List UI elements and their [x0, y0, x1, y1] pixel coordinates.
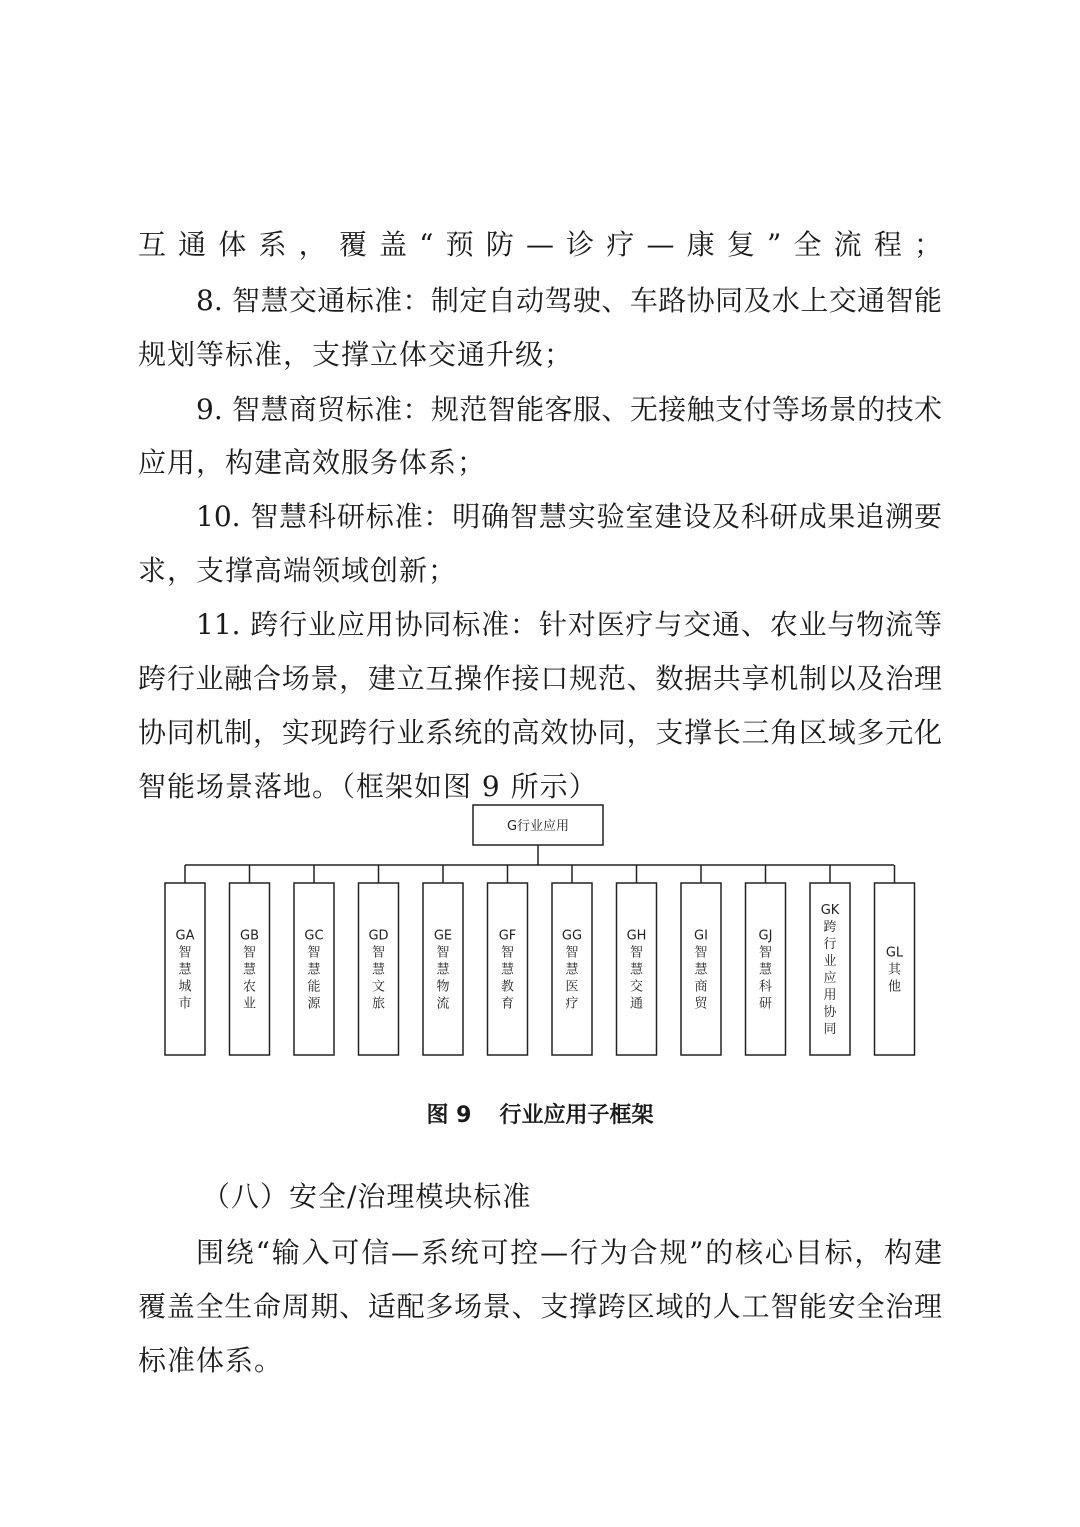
child-nodes [165, 865, 915, 1055]
text-line: 智能场景落地。（框架如图 9 所示） [138, 770, 598, 803]
child-label-gd: GD 智慧文旅 [368, 928, 389, 1012]
text-line: 跨行业融合场景，建立互操作接口规范、数据共享机制以及治理 [138, 662, 942, 695]
child-label-gj: GJ 智慧科研 [758, 928, 773, 1012]
text-line: 规划等标准，支撑立体交通升级； [138, 338, 574, 371]
text-line: 围绕“输入可信—系统可控—行为合规”的核心目标，构建 [196, 1236, 942, 1269]
framework-diagram [150, 800, 930, 1070]
figure-title: 行业应用子框架 [499, 1103, 654, 1128]
root-label: G行业应用 [506, 819, 570, 834]
text-line: 求，支撑高端领域创新； [138, 554, 458, 587]
figure-number: 图 9 [426, 1103, 472, 1128]
text-line: 11. 跨行业应用协同标准：针对医疗与交通、农业与物流等 [196, 608, 942, 641]
text-line: 8. 智慧交通标准：制定自动驾驶、车路协同及水上交通智能 [196, 284, 942, 317]
child-label-gk: GK 跨行业应用协同 [820, 903, 840, 1037]
child-label-ge: GE 智慧物流 [433, 928, 453, 1012]
child-label-gg: GG 智慧医疗 [561, 928, 583, 1012]
child-label-gf: GF 智慧教育 [498, 928, 517, 1012]
text-line: 10. 智慧科研标准：明确智慧实验室建设及科研成果追溯要 [196, 500, 942, 533]
text-line: 应用，构建高效服务体系； [138, 446, 487, 479]
figure-caption [0, 1100, 1080, 1132]
section-heading: （八）安全/治理模块标准 [202, 1180, 532, 1213]
text-line: 协同机制，实现跨行业系统的高效协同，支撑长三角区域多元化 [138, 716, 942, 749]
child-label-gl: GL 其他 [885, 945, 904, 995]
text-line: 覆盖全生命周期、适配多场景、支撑跨区域的人工智能安全治理 [138, 1290, 942, 1323]
child-label-gi: GI 智慧商贸 [694, 928, 708, 1012]
child-label-ga: GA 智慧城市 [175, 928, 195, 1012]
child-label-gb: GB 智慧农业 [240, 928, 259, 1012]
text-line: 互通体系，覆盖“预防—诊疗—康复”全流程； [138, 228, 942, 261]
text-line: 标准体系。 [138, 1344, 284, 1377]
text-line: 9. 智慧商贸标准：规范智能客服、无接触支付等场景的技术 [196, 393, 942, 426]
child-label-gc: GC 智慧能源 [304, 928, 324, 1012]
child-label-gh: GH 智慧交通 [626, 928, 647, 1012]
